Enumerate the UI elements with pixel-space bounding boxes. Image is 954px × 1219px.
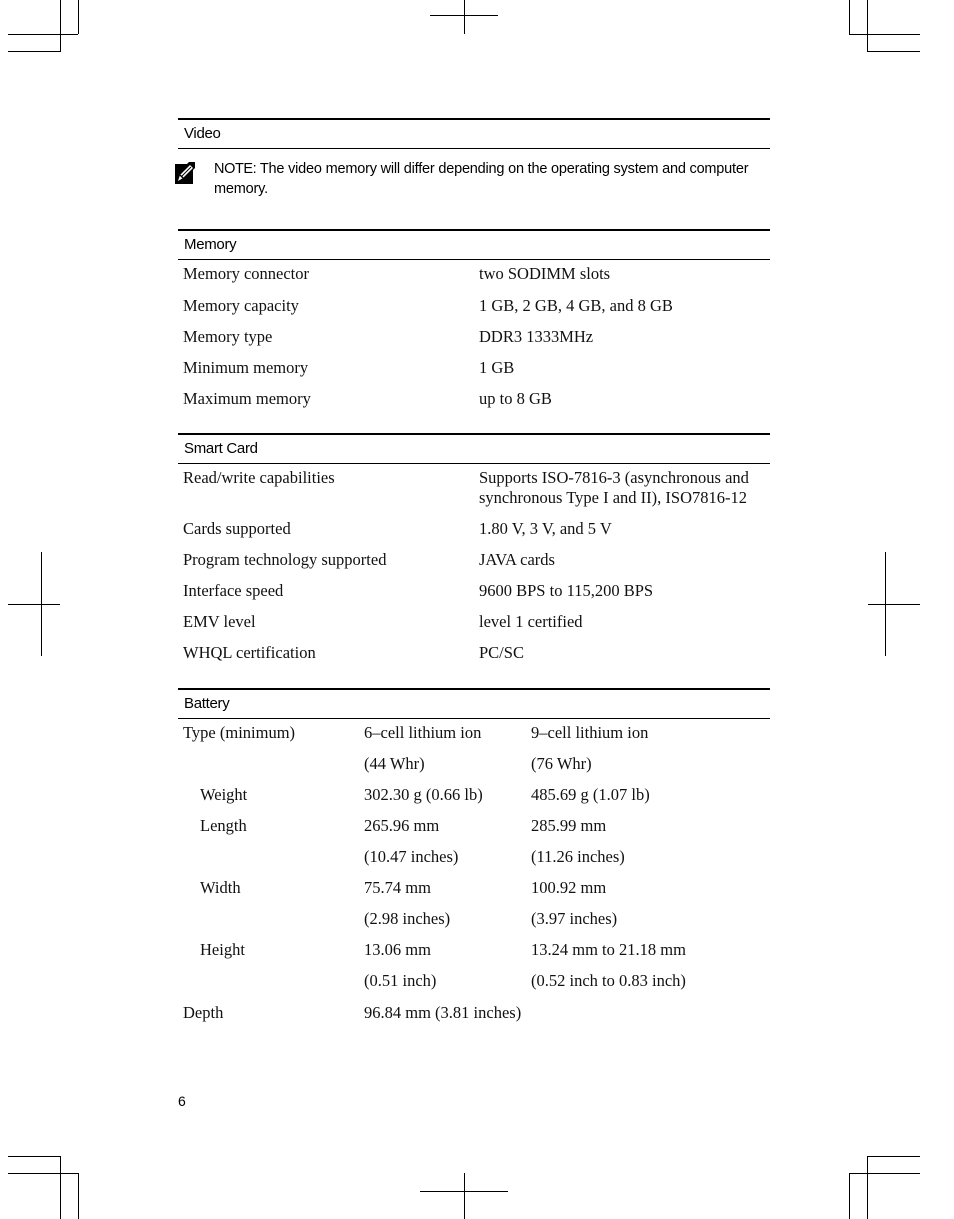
read-write-value-line2: synchronous Type I and II), ISO7816-12 [479, 488, 747, 507]
battery-depth-value: 96.84 mm (3.81 inches) [364, 1003, 522, 1022]
battery-width-9cell-in: (3.97 inches) [531, 909, 618, 928]
video-heading: Video [178, 118, 770, 149]
note-pencil-icon [173, 160, 197, 186]
cards-supported-label: Cards supported [183, 519, 291, 538]
battery-length-9cell-in: (11.26 inches) [531, 847, 625, 866]
page-number: 6 [178, 1093, 186, 1109]
program-technology-value: JAVA cards [479, 550, 555, 569]
emv-level-label: EMV level [183, 612, 256, 631]
memory-connector-value: two SODIMM slots [479, 264, 611, 283]
battery-heading: Battery [178, 688, 770, 719]
read-write-value-line1: Supports ISO-7816-3 (asynchronous and [479, 468, 749, 487]
cards-supported-value: 1.80 V, 3 V, and 5 V [479, 519, 612, 538]
memory-section [178, 229, 770, 260]
battery-weight-9cell: 485.69 g (1.07 lb) [531, 785, 650, 804]
battery-type-6cell: 6–cell lithium ion [364, 723, 482, 742]
battery-height-6cell-in: (0.51 inch) [364, 971, 437, 990]
battery-height-9cell-in: (0.52 inch to 0.83 inch) [531, 971, 686, 990]
maximum-memory-value: up to 8 GB [479, 389, 552, 408]
minimum-memory-value: 1 GB [479, 358, 515, 377]
battery-width-label: Width [200, 878, 241, 897]
battery-type-9cell: 9–cell lithium ion [531, 723, 649, 742]
battery-width-6cell-in: (2.98 inches) [364, 909, 451, 928]
minimum-memory-label: Minimum memory [183, 358, 309, 377]
memory-heading: Memory [178, 229, 770, 260]
battery-type-label: Type (minimum) [183, 723, 296, 742]
battery-height-6cell-mm: 13.06 mm [364, 940, 431, 959]
battery-capacity-6cell: (44 Whr) [364, 754, 425, 773]
battery-capacity-9cell: (76 Whr) [531, 754, 592, 773]
battery-length-6cell-mm: 265.96 mm [364, 816, 440, 835]
video-note [214, 159, 754, 199]
interface-speed-value: 9600 BPS to 115,200 BPS [479, 581, 654, 600]
smart-card-heading: Smart Card [178, 433, 770, 464]
smart-card-section [178, 433, 770, 464]
interface-speed-label: Interface speed [183, 581, 284, 600]
maximum-memory-label: Maximum memory [183, 389, 311, 408]
emv-level-value: level 1 certified [479, 612, 583, 631]
battery-height-9cell-mm: 13.24 mm to 21.18 mm [531, 940, 686, 959]
note-body: The video memory will differ depending on the operating system and computer memory. [214, 161, 749, 197]
battery-width-6cell-mm: 75.74 mm [364, 878, 431, 897]
read-write-label: Read/write capabilities [183, 468, 335, 487]
memory-connector-label: Memory connector [183, 264, 309, 283]
battery-width-9cell-mm: 100.92 mm [531, 878, 607, 897]
battery-weight-6cell: 302.30 g (0.66 lb) [364, 785, 483, 804]
memory-capacity-value: 1 GB, 2 GB, 4 GB, and 8 GB [479, 296, 673, 315]
whql-certification-value: PC/SC [479, 643, 524, 662]
battery-length-label: Length [200, 816, 247, 835]
memory-type-value: DDR3 1333MHz [479, 327, 594, 346]
program-technology-label: Program technology supported [183, 550, 387, 569]
battery-section [178, 688, 770, 719]
note-label: NOTE: [214, 161, 257, 177]
battery-weight-label: Weight [200, 785, 248, 804]
battery-depth-label: Depth [183, 1003, 224, 1022]
whql-certification-label: WHQL certification [183, 643, 316, 662]
battery-height-label: Height [200, 940, 245, 959]
video-section [178, 118, 770, 149]
memory-capacity-label: Memory capacity [183, 296, 299, 315]
memory-type-label: Memory type [183, 327, 273, 346]
battery-length-6cell-in: (10.47 inches) [364, 847, 459, 866]
battery-length-9cell-mm: 285.99 mm [531, 816, 607, 835]
